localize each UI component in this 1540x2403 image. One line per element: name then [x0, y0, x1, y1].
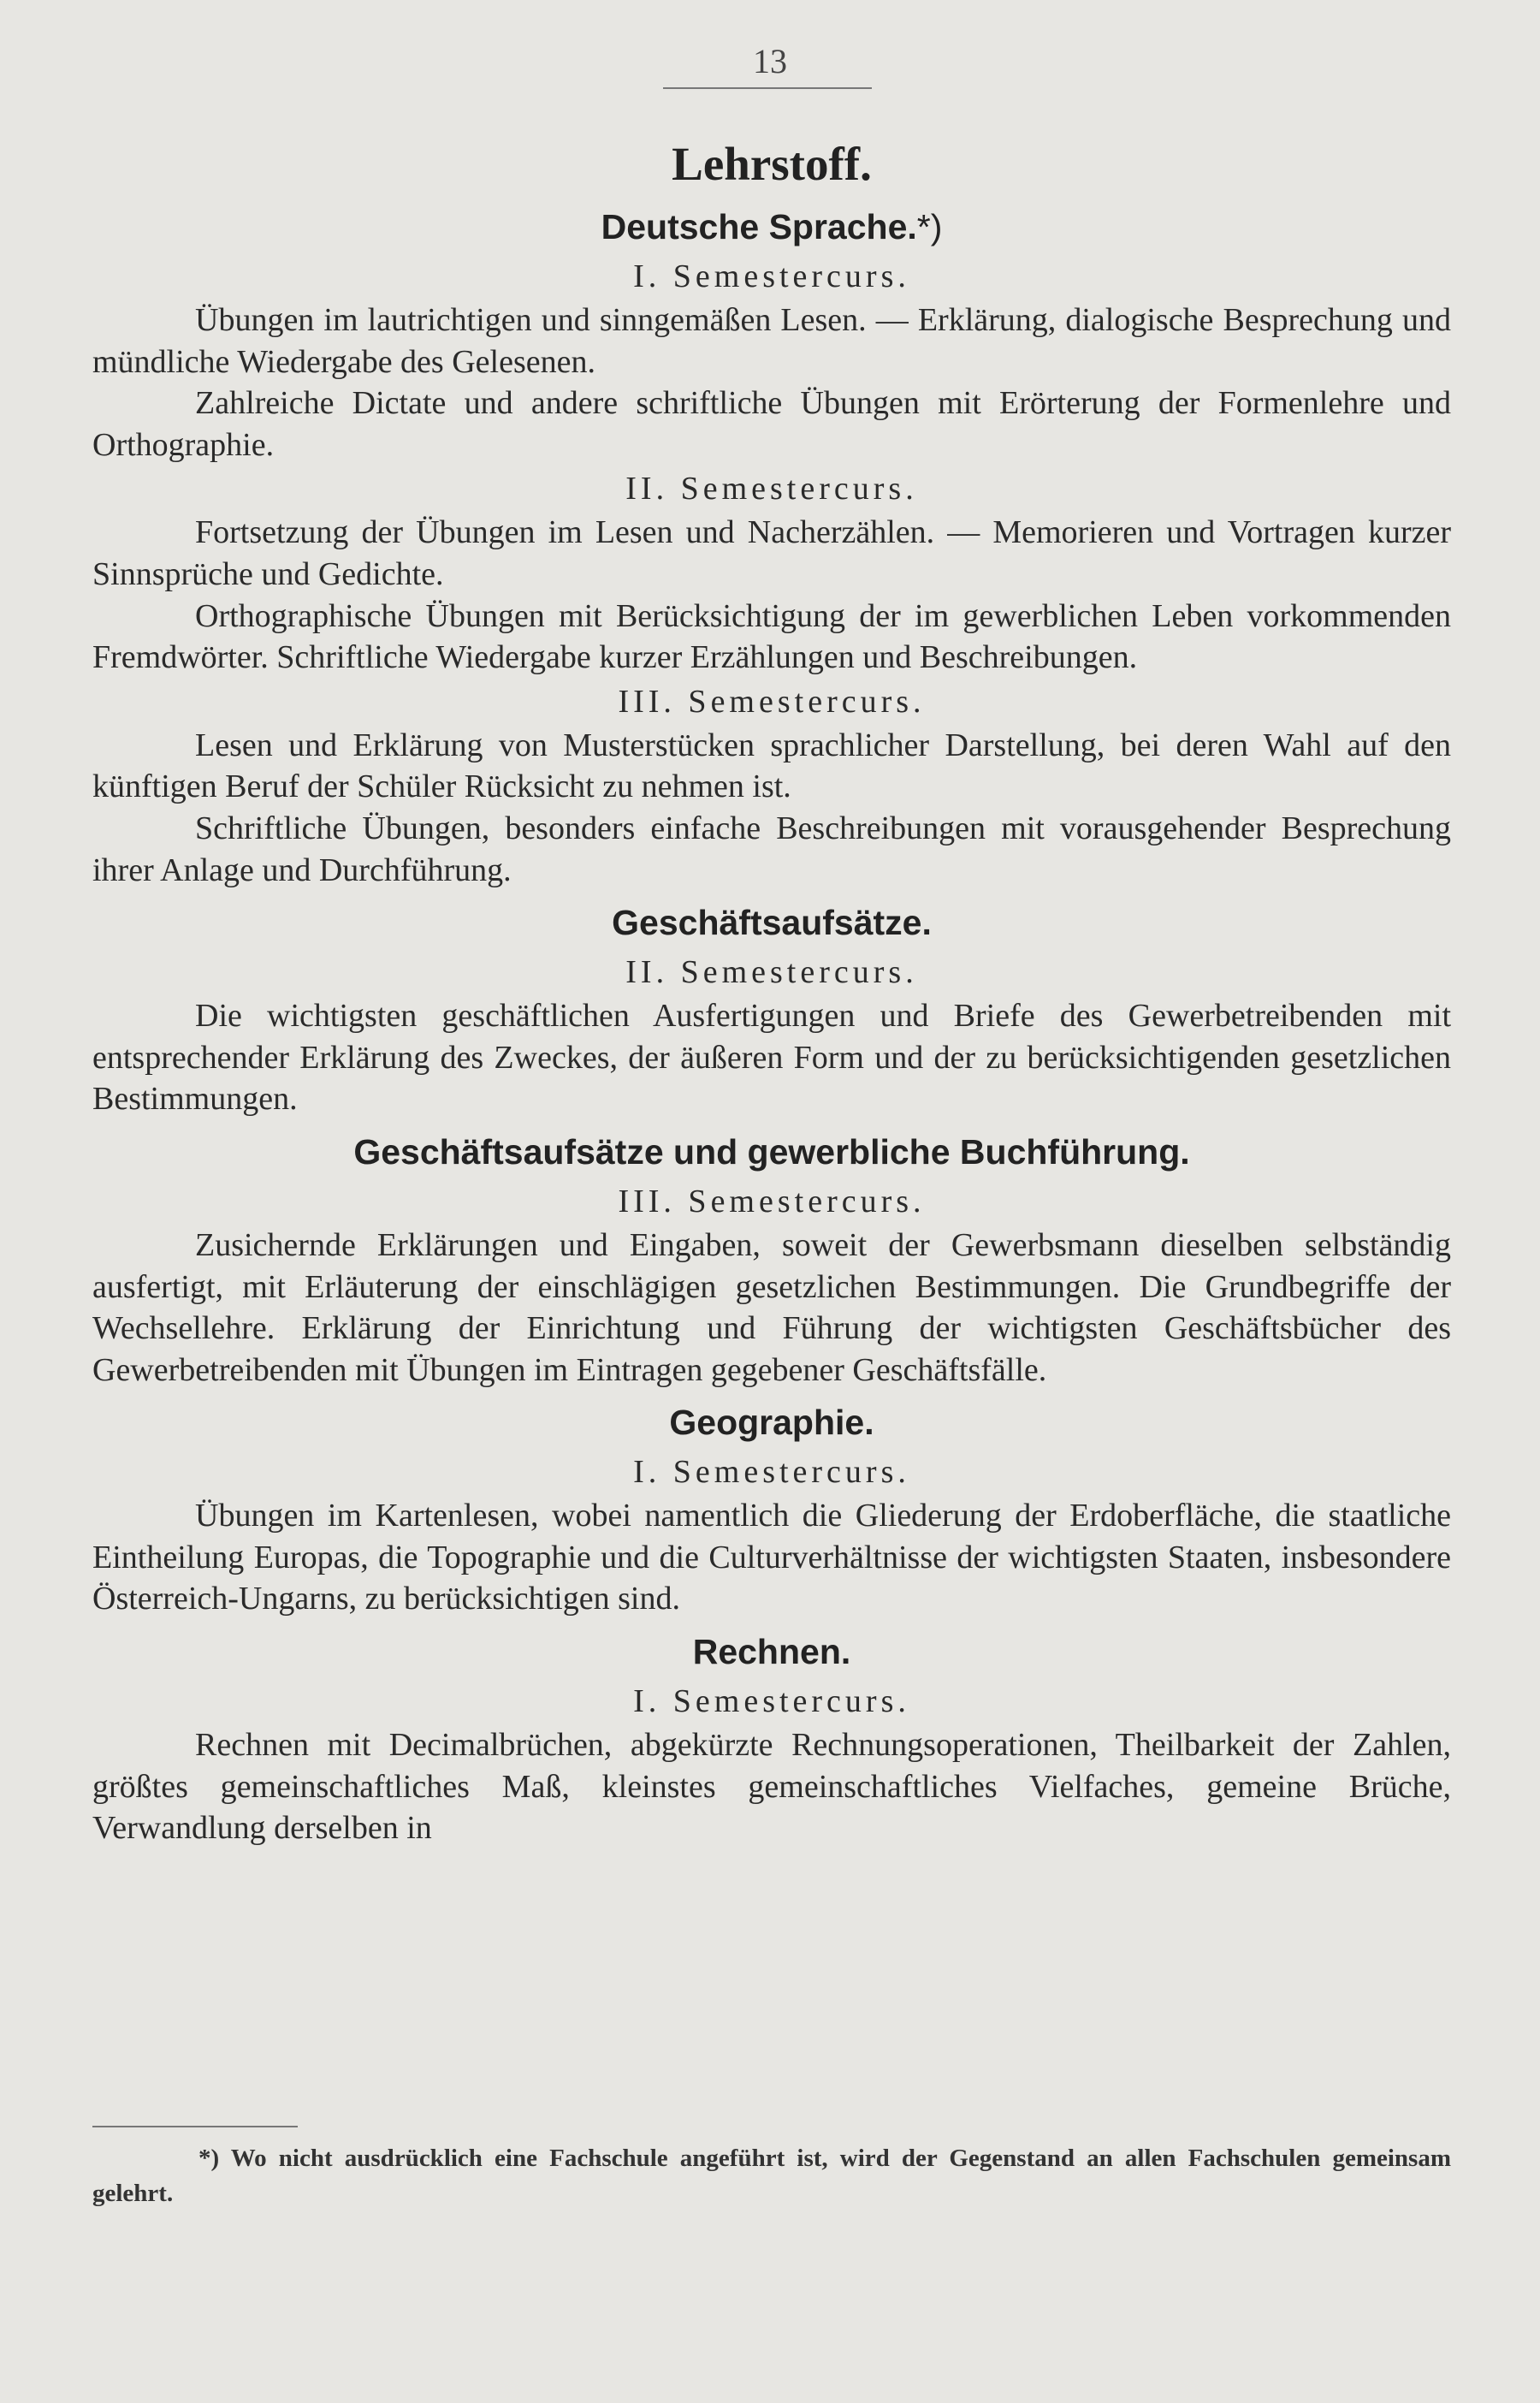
footnote: *) Wo nicht ausdrücklich eine Fachschule angeführt ist, wird der Gegenstand an allen Fachschulen gemeinsam gelehrt. [92, 2145, 1451, 2207]
semester-heading: II. Semestercurs. [625, 954, 918, 991]
semester-heading: I. Semestercurs. [633, 1683, 910, 1720]
paragraph: Übungen im Kartenlesen, wobei namentlich die Gliederung der Erdoberfläche, die staatliche Eintheilung Europas, die Topographie und die Culturverhältnisse der wichtigsten Staaten, insbesondere Österreich-Ungarns, zu berücksichtigen sind. [92, 1498, 1451, 1617]
section-buchfuehrung [92, 1125, 1451, 1391]
section-heading: Geschäftsaufsätze. [612, 903, 932, 943]
semester-heading: III. Semestercurs. [618, 1183, 926, 1219]
page-content [92, 128, 1451, 1854]
footnote-marker: *) [916, 207, 943, 246]
semester-heading: II. Semestercurs. [625, 471, 918, 507]
page-number: 13 [753, 42, 787, 80]
header-rule [663, 87, 872, 89]
section-geschaeftsaufsaetze [92, 896, 1451, 1120]
paragraph: Die wichtigsten geschäftlichen Ausfertigungen und Briefe des Gewerbetreibenden mit entsprechender Erklärung des Zweckes, der äußeren Form und der zu berücksichtigenden gesetzlichen Bestimmungen. [92, 998, 1451, 1118]
section-deutsche-sprache [92, 200, 1451, 891]
semester-heading: I. Semestercurs. [633, 1454, 910, 1491]
section-geographie [92, 1396, 1451, 1620]
paragraph: Lesen und Erklärung von Musterstücken sprachlicher Darstellung, bei deren Wahl auf den künftigen Beruf der Schüler Rücksicht zu nehmen ist. [92, 727, 1451, 805]
section-heading [92, 200, 1451, 253]
page-title: Lehrstoff. [672, 138, 872, 190]
section-heading-text: Deutsche Sprache. [601, 207, 917, 246]
footnote-rule [92, 2126, 298, 2127]
section-heading: Geschäftsaufsätze und gewerbliche Buchführung. [353, 1131, 1190, 1172]
section-rechnen [92, 1625, 1451, 1849]
section-heading: Rechnen. [692, 1632, 851, 1672]
section-heading: Geographie. [669, 1403, 874, 1443]
semester-heading: III. Semestercurs. [618, 683, 926, 720]
paragraph: Schriftliche Übungen, besonders einfache Beschreibungen mit vorausgehender Besprechung ihrer Anlage und Durchführung. [92, 810, 1451, 888]
paragraph: Fortsetzung der Übungen im Lesen und Nacherzählen. — Memorieren und Vortragen kurzer Sinnsprüche und Gedichte. [92, 514, 1451, 592]
semester-heading: I. Semestercurs. [633, 258, 910, 294]
paragraph: Zusichernde Erklärungen und Eingaben, soweit der Gewerbsmann dieselben selbständig ausfertigt, mit Erläuterung der einschlägigen gesetzlichen Bestimmungen. Die Grundbegriffe der Wechsellehre. Erklärung der Einrichtung und Führung der wichtigsten Geschäftsbücher des Gewerbetreibenden mit Übungen im Eintragen gegebener Geschäftsfälle. [92, 1226, 1451, 1388]
paragraph: Orthographische Übungen mit Berücksichtigung der im gewerblichen Leben vorkommenden Fremdwörter. Schriftliche Wiedergabe kurzer Erzählungen und Beschreibungen. [92, 597, 1451, 676]
paragraph: Zahlreiche Dictate und andere schriftliche Übungen mit Erörterung der Formenlehre und Orthographie. [92, 385, 1451, 463]
paragraph: Rechnen mit Decimalbrüchen, abgekürzte Rechnungsoperationen, Theilbarkeit der Zahlen, größtes gemeinschaftliches Maß, kleinstes gemeinschaftliches Vielfaches, gemeine Brüche, Verwandlung derselben in [92, 1727, 1451, 1847]
paragraph: Übungen im lautrichtigen und sinngemäßen Lesen. — Erklärung, dialogische Besprechung und mündliche Wiedergabe des Gelesenen. [92, 302, 1451, 380]
